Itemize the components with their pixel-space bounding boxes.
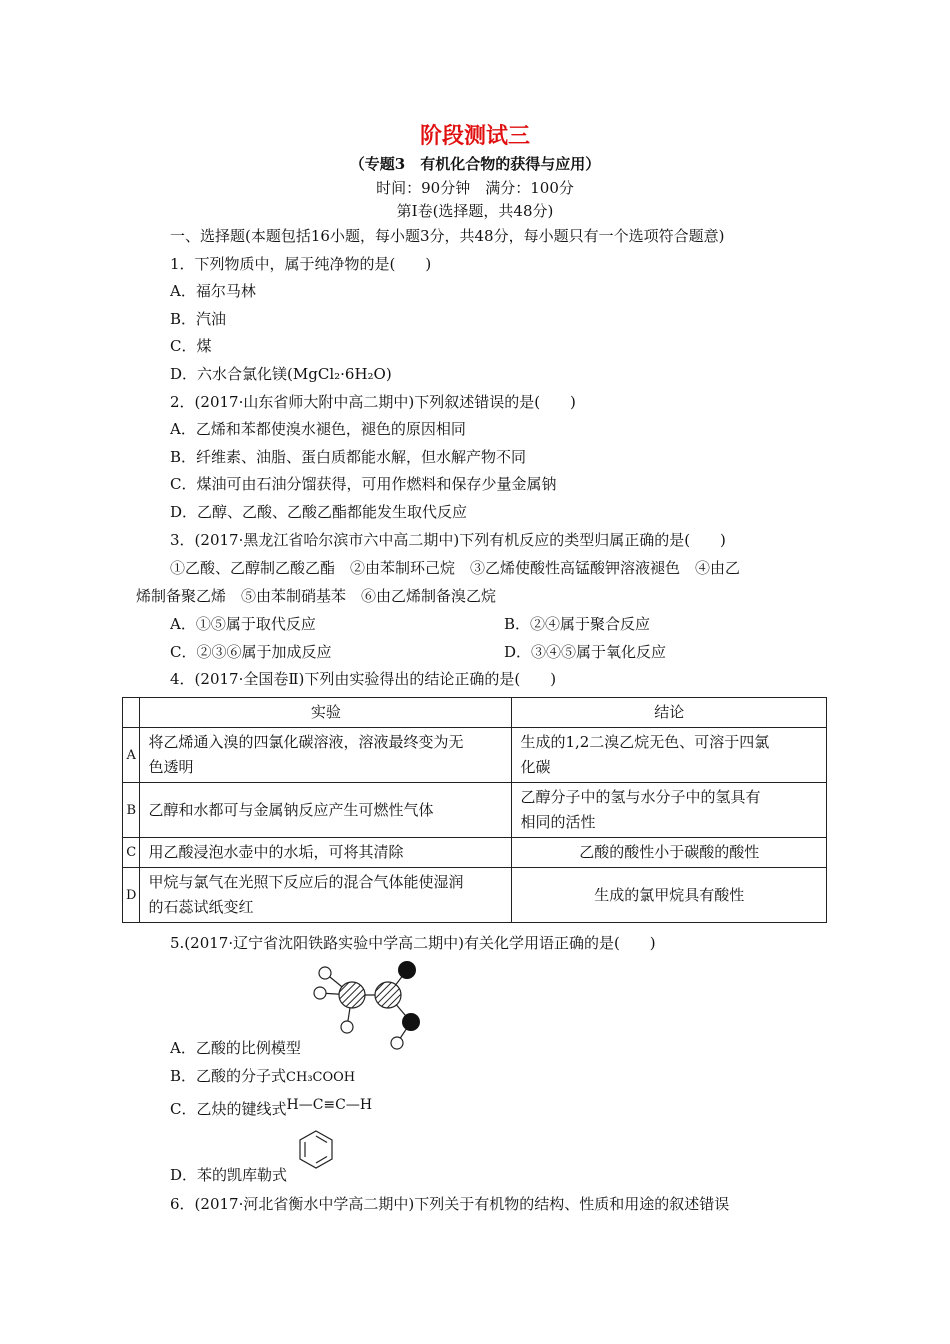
time-info: 时间：90分钟 满分：100分 <box>376 179 574 197</box>
carbon-atom <box>375 982 401 1008</box>
row-label: B <box>123 783 140 838</box>
question-1-stem: 1．下列物质中，属于纯净物的是( ) <box>170 255 432 273</box>
question-4-stem: 4．(2017·全国卷Ⅱ)下列由实验得出的结论正确的是( ) <box>170 670 557 688</box>
experiment-cell <box>140 868 512 923</box>
question-3-option-b: B．②④属于聚合反应 <box>504 615 651 633</box>
conclusion-cell: 生成的氯甲烷具有酸性 <box>512 868 827 923</box>
question-1-option-a: A．福尔马林 <box>170 282 256 300</box>
conclusion-text-line: 乙醇分子中的氢与水分子中的氢具有 <box>520 788 761 806</box>
conclusion-cell <box>512 728 827 783</box>
hydrogen-atom <box>314 987 326 999</box>
column-header-experiment: 实验 <box>140 698 512 728</box>
question-3-stem: 3．(2017·黑龙江省哈尔滨市六中高二期中)下列有机反应的类型归属正确的是( ) <box>170 531 726 549</box>
table-row <box>123 783 827 838</box>
oxygen-atom <box>402 1013 420 1031</box>
question-3-option-c: C．②③⑥属于加成反应 <box>170 643 332 661</box>
question-5-option-a: A．乙酸的比例模型 <box>170 1039 301 1057</box>
question-2-option-d: D．乙醇、乙酸、乙酸乙酯都能发生取代反应 <box>170 503 468 521</box>
conclusion-text-line: 化碳 <box>520 758 551 776</box>
conclusion-text-line: 生成的1,2二溴乙烷无色、可溶于四氯 <box>520 733 770 751</box>
question-1-option-c: C．煤 <box>170 337 212 355</box>
question-2-option-b: B．纤维素、油脂、蛋白质都能水解，但水解产物不同 <box>170 448 527 466</box>
question-5-option-d: D．苯的凯库勒式 <box>170 1166 288 1184</box>
table-row <box>123 838 827 868</box>
question-3-line-1: ①乙酸、乙醇制乙酸乙酯 ②由苯制环己烷 ③乙烯使酸性高锰酸钾溶液褪色 ④由乙 <box>170 559 741 577</box>
table-corner-cell <box>123 698 140 728</box>
question-3-line-2: 烯制备聚乙烯 ⑤由苯制硝基苯 ⑥由乙烯制备溴乙烷 <box>136 587 497 605</box>
experiment-text-line: 的石蕊试纸变红 <box>148 898 254 916</box>
benzene-kekule-figure <box>296 1128 336 1172</box>
conclusion-text-line: 相同的活性 <box>520 813 596 831</box>
conclusion-cell <box>512 783 827 838</box>
question-2-option-c: C．煤油可由石油分馏获得，可用作燃料和保存少量金属钠 <box>170 475 557 493</box>
question-5-stem: 5.(2017·辽宁省沈阳铁路实验中学高二期中)有关化学用语正确的是( ) <box>170 934 656 952</box>
question-3-option-d: D．③④⑤属于氧化反应 <box>504 643 667 661</box>
experiment-cell <box>140 728 512 783</box>
row-label: C <box>123 838 140 868</box>
oxygen-atom <box>398 961 416 979</box>
hydrogen-atom <box>391 1037 403 1049</box>
conclusion-cell: 乙酸的酸性小于碳酸的酸性 <box>512 838 827 868</box>
column-header-conclusion: 结论 <box>512 698 827 728</box>
option-c-text: C．乙炔的键线式 <box>170 1100 287 1118</box>
experiment-table <box>122 697 827 923</box>
question-5-option-c <box>170 1099 372 1120</box>
carbon-atom <box>339 982 365 1008</box>
experiment-cell: 用乙酸浸泡水壶中的水垢，可将其清除 <box>140 838 512 868</box>
hydrogen-atom <box>341 1021 353 1033</box>
acetic-acid-formula: CH₃COOH <box>286 1070 356 1085</box>
question-5-option-b <box>170 1066 355 1088</box>
acetylene-formula: H—C≡C—H <box>286 1097 373 1113</box>
experiment-text-line: 甲烷与氯气在光照下反应后的混合气体能使湿润 <box>148 873 464 891</box>
table-row <box>123 868 827 923</box>
page-subtitle: （专题3 有机化合物的获得与应用） <box>349 155 601 173</box>
experiment-text-line: 将乙烯通入溴的四氯化碳溶液，溶液最终变为无 <box>148 733 464 751</box>
page-title: 阶段测试三 <box>419 123 530 149</box>
question-6-stem: 6．(2017·河北省衡水中学高二期中)下列关于有机物的结构、性质和用途的叙述错误 <box>170 1195 730 1213</box>
option-b-text: B．乙酸的分子式 <box>170 1067 287 1085</box>
row-label: D <box>123 868 140 923</box>
section-heading: 一、选择题(本题包括16小题，每小题3分，共48分，每小题只有一个选项符合题意) <box>170 227 725 245</box>
question-2-option-a: A．乙烯和苯都使溴水褪色，褪色的原因相同 <box>170 420 466 438</box>
question-1-option-d: D．六水合氯化镁(MgCl₂·6H₂O) <box>170 365 392 383</box>
hydrogen-atom <box>319 967 331 979</box>
question-3-option-a: A．①⑤属于取代反应 <box>170 615 316 633</box>
volume-heading: 第Ⅰ卷(选择题，共48分) <box>396 202 554 220</box>
question-1-option-b: B．汽油 <box>170 310 227 328</box>
table-row <box>123 728 827 783</box>
acetic-acid-model-figure <box>305 955 430 1055</box>
row-label: A <box>123 728 140 783</box>
experiment-cell: 乙醇和水都可与金属钠反应产生可燃性气体 <box>140 783 512 838</box>
table-header-row <box>123 698 827 728</box>
question-2-stem: 2．(2017·山东省师大附中高二期中)下列叙述错误的是( ) <box>170 393 576 411</box>
experiment-text-line: 色透明 <box>148 758 194 776</box>
